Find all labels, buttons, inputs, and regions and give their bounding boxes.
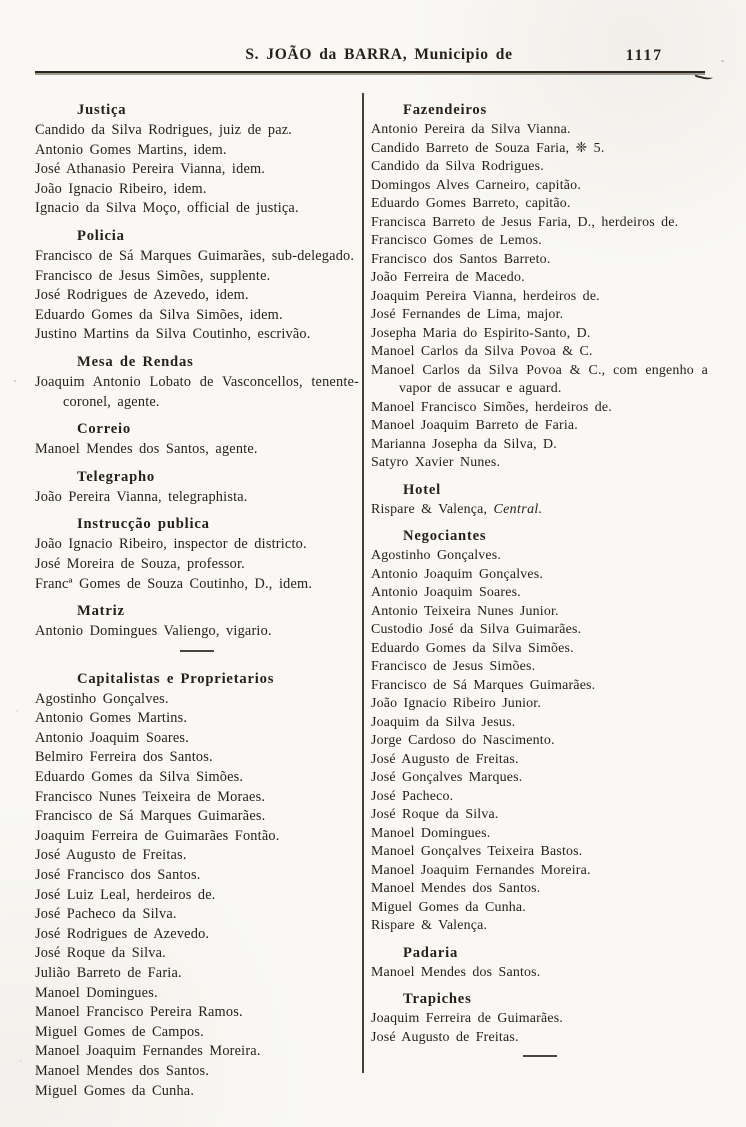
directory-entry: José Moreira de Souza, professor. bbox=[35, 555, 245, 572]
two-column-body bbox=[35, 93, 738, 1101]
directory-entry: João Ignacio Ribeiro Junior. bbox=[371, 696, 542, 711]
directory-entry: Miguel Gomes de Campos. bbox=[35, 1023, 204, 1040]
directory-entry: Eduardo Gomes da Silva Simões, idem. bbox=[35, 306, 283, 323]
directory-entry: José Augusto de Freitas. bbox=[35, 847, 187, 864]
directory-entry: Antonio Pereira da Silva Vianna. bbox=[371, 122, 571, 137]
directory-entry: Francisca Barreto de Jesus Faria, D., herdeiros de. bbox=[371, 214, 679, 230]
section-heading: Hotel bbox=[403, 481, 442, 498]
directory-entry: Manoel Mendes dos Santos. bbox=[371, 964, 541, 980]
section-heading: Padaria bbox=[403, 944, 459, 961]
directory-entry: Ignacio da Silva Moço, official de justiça. bbox=[35, 200, 299, 217]
directory-entry: Manoel Mendes dos Santos. bbox=[35, 1062, 210, 1079]
directory-entry: Antonio Joaquim Gonçalves. bbox=[371, 566, 544, 582]
directory-entry: Manoel Carlos da Silva Povoa & C., com engenho a vapor de assucar e aguard. bbox=[371, 362, 708, 396]
section-capitalistas-e-proprietarios bbox=[35, 669, 359, 1101]
section-heading: Correio bbox=[77, 421, 131, 438]
directory-entry: João Ignacio Ribeiro, idem. bbox=[35, 180, 207, 197]
directory-entry: José Augusto de Freitas. bbox=[371, 751, 519, 767]
section-correio bbox=[35, 419, 359, 460]
directory-entry: Antonio Gomes Martins, idem. bbox=[35, 141, 227, 158]
directory-entry: José Athanasio Pereira Vianna, idem. bbox=[35, 161, 266, 178]
section-divider bbox=[523, 1055, 557, 1057]
left-column bbox=[35, 93, 362, 1101]
section-divider bbox=[180, 650, 214, 652]
section-heading: Matriz bbox=[77, 603, 125, 620]
directory-entry: José Gonçalves Marques. bbox=[371, 770, 523, 785]
directory-entry: Agostinho Gonçalves. bbox=[35, 690, 169, 707]
entry-italic-label: Central. bbox=[493, 501, 543, 517]
directory-entry: Manoel Francisco Pereira Ramos. bbox=[35, 1004, 243, 1021]
section-matriz bbox=[35, 601, 359, 652]
directory-entry: Josepha Maria do Espirito-Santo, D. bbox=[371, 325, 591, 341]
directory-entry: Manoel Mendes dos Santos. bbox=[371, 881, 541, 896]
page-number: 1117 bbox=[625, 47, 663, 64]
directory-entry: Eduardo Gomes da Silva Simões. bbox=[371, 640, 574, 656]
directory-entry: Domingos Alves Carneiro, capitão. bbox=[371, 177, 581, 193]
section-negociantes bbox=[371, 526, 708, 936]
directory-entry: Manoel Joaquim Fernandes Moreira. bbox=[371, 862, 591, 878]
directory-entry: Francisco de Sá Marques Guimarães, sub-delegado. bbox=[35, 247, 355, 264]
directory-entry: Joaquim Ferreira de Guimarães Fontão. bbox=[35, 827, 280, 844]
directory-entry: Eduardo Gomes Barreto, capitão. bbox=[371, 196, 571, 211]
directory-entry: Francª Gomes de Souza Coutinho, D., idem. bbox=[35, 575, 313, 592]
directory-entry: Manoel Mendes dos Santos, agente. bbox=[35, 441, 258, 458]
section-fazendeiros bbox=[371, 100, 708, 473]
header-rule bbox=[35, 71, 705, 73]
directory-entry: José Roque da Silva. bbox=[35, 945, 166, 962]
right-column bbox=[364, 93, 738, 1101]
directory-entry: Antonio Joaquim Soares. bbox=[35, 729, 189, 746]
directory-entry: José Augusto de Freitas. bbox=[371, 1029, 519, 1045]
directory-entry: Antonio Joaquim Soares. bbox=[371, 585, 521, 600]
directory-entry: José Pacheco. bbox=[371, 788, 454, 804]
directory-entry: Manoel Domingues. bbox=[35, 984, 158, 1001]
section-heading: Instrucção publica bbox=[77, 516, 210, 533]
section-instruccao-publica bbox=[35, 514, 359, 594]
directory-entry: José Luiz Leal, herdeiros de. bbox=[35, 886, 216, 903]
running-title: S. JOÃO da BARRA, Municipio de bbox=[245, 46, 513, 63]
directory-entry: Francisco Nunes Teixeira de Moraes. bbox=[35, 788, 266, 805]
directory-entry: Francisco dos Santos Barreto. bbox=[371, 251, 551, 267]
directory-entry: Manoel Carlos da Silva Povoa & C. bbox=[371, 344, 593, 359]
section-heading: Trapiches bbox=[403, 991, 472, 1007]
directory-entry: Belmiro Ferreira dos Santos. bbox=[35, 749, 213, 766]
section-trapiches bbox=[371, 989, 708, 1057]
directory-entry: Miguel Gomes da Cunha. bbox=[35, 1082, 195, 1099]
section-heading: Policia bbox=[77, 227, 125, 244]
directory-entry: Antonio Domingues Valiengo, vigario. bbox=[35, 623, 272, 640]
directory-entry: João Pereira Vianna, telegraphista. bbox=[35, 488, 248, 505]
directory-entry: Joaquim Ferreira de Guimarães. bbox=[371, 1011, 563, 1026]
directory-entry: Candido Barreto de Souza Faria, ❈ 5. bbox=[371, 140, 605, 156]
section-policia bbox=[35, 226, 359, 345]
directory-entry: Francisco Gomes de Lemos. bbox=[371, 233, 542, 248]
directory-entry: Manoel Francisco Simões, herdeiros de. bbox=[371, 399, 612, 415]
section-padaria bbox=[371, 943, 708, 983]
section-telegrapho bbox=[35, 467, 359, 508]
directory-entry: Satyro Xavier Nunes. bbox=[371, 455, 501, 470]
section-heading: Telegrapho bbox=[77, 468, 156, 485]
directory-entry: José Pacheco da Silva. bbox=[35, 906, 177, 923]
directory-entry: Francisco de Jesus Simões, supplente. bbox=[35, 267, 271, 284]
directory-entry: José Roque da Silva. bbox=[371, 807, 499, 822]
directory-entry: José Fernandes de Lima, major. bbox=[371, 307, 564, 322]
directory-entry: Joaquim da Silva Jesus. bbox=[371, 714, 516, 730]
directory-entry: Eduardo Gomes da Silva Simões. bbox=[35, 769, 244, 786]
directory-entry: José Francisco dos Santos. bbox=[35, 867, 201, 884]
directory-entry: Manoel Gonçalves Teixeira Bastos. bbox=[371, 844, 583, 859]
section-hotel bbox=[371, 480, 708, 520]
directory-entry: Antonio Teixeira Nunes Junior. bbox=[371, 603, 559, 619]
directory-entry: Candido da Silva Rodrigues. bbox=[371, 159, 544, 174]
section-heading: Justiça bbox=[77, 102, 127, 118]
directory-entry: Custodio José da Silva Guimarães. bbox=[371, 622, 582, 637]
directory-entry: Francisco de Sá Marques Guimarães. bbox=[35, 808, 266, 825]
directory-entry: Agostinho Gonçalves. bbox=[371, 548, 502, 563]
directory-entry: Joaquim Antonio Lobato de Vasconcellos, tenente-coronel, agente. bbox=[35, 373, 359, 410]
directory-entry: Francisco de Sá Marques Guimarães. bbox=[371, 677, 596, 693]
directory-entry: Manoel Joaquim Barreto de Faria. bbox=[371, 418, 578, 433]
directory-entry: Manoel Joaquim Fernandes Moreira. bbox=[35, 1043, 261, 1060]
directory-entry: Miguel Gomes da Cunha. bbox=[371, 899, 526, 915]
directory-entry: Antonio Gomes Martins. bbox=[35, 710, 188, 727]
section-mesa-de-rendas bbox=[35, 352, 359, 412]
section-heading: Capitalistas e Proprietarios bbox=[77, 670, 275, 687]
directory-entry: Candido da Silva Rodrigues, juiz de paz. bbox=[35, 122, 293, 138]
directory-entry: José Rodrigues de Azevedo. bbox=[35, 925, 210, 942]
directory-entry: Marianna Josepha da Silva, D. bbox=[371, 436, 557, 452]
directory-entry: Justino Martins da Silva Coutinho, escrivão. bbox=[35, 326, 311, 343]
directory-entry: Rispare & Valença, Central. bbox=[371, 501, 543, 517]
section-heading: Negociantes bbox=[403, 528, 487, 544]
directory-entry: Manoel Domingues. bbox=[371, 825, 491, 841]
directory-entry: Julião Barreto de Faria. bbox=[35, 965, 182, 981]
section-heading: Mesa de Rendas bbox=[77, 353, 194, 370]
directory-entry: José Rodrigues de Azevedo, idem. bbox=[35, 287, 249, 304]
directory-entry: Rispare & Valença. bbox=[371, 918, 488, 933]
section-justica bbox=[35, 100, 359, 219]
directory-entry: João Ferreira de Macedo. bbox=[371, 270, 525, 285]
directory-entry: João Ignacio Ribeiro, inspector de districto. bbox=[35, 536, 307, 553]
directory-entry: Francisco de Jesus Simões. bbox=[371, 659, 536, 674]
page-header bbox=[35, 46, 711, 68]
directory-entry: Joaquim Pereira Vianna, herdeiros de. bbox=[371, 288, 600, 304]
directory-entry: Jorge Cardoso do Nascimento. bbox=[371, 733, 555, 748]
section-heading: Fazendeiros bbox=[403, 102, 487, 118]
